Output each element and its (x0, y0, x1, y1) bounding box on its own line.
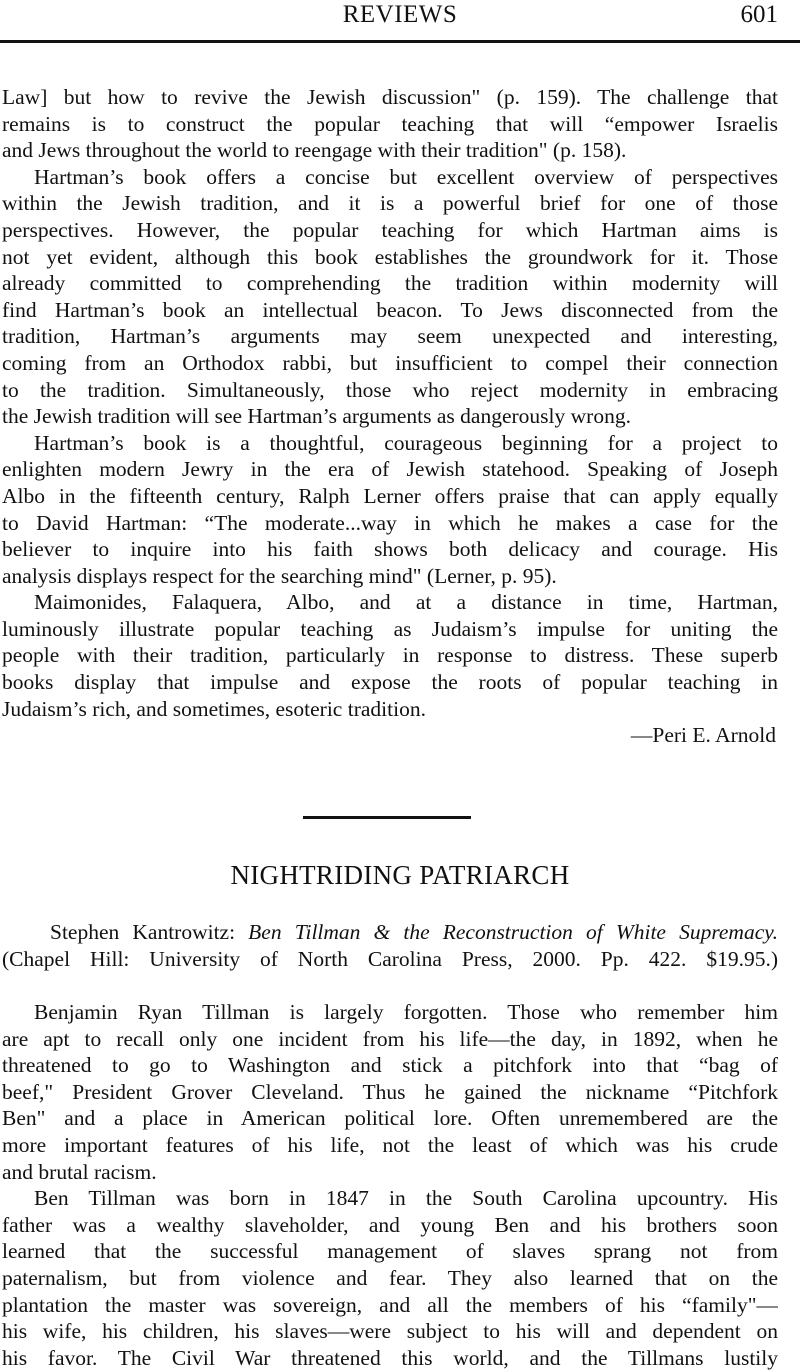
page-number: 601 (740, 1, 778, 28)
text-line: more important features of his life, not the least of which was his crude (2, 1132, 778, 1157)
text-line: Benjamin Ryan Tillman is largely forgotten. Those who remember him (34, 1000, 778, 1024)
text-line: people with their tradition, particularly in response to distress. These superb (2, 643, 778, 668)
review-body (2, 999, 778, 1371)
text-line: threatened to go to Washington and stick a pitchfork into that “bag of (2, 1053, 778, 1078)
text-line: Maimonides, Falaquera, Albo, and at a distance in time, Hartman, (34, 590, 778, 615)
running-head-title: REVIEWS (342, 1, 458, 28)
text-line: Judaism’s rich, and sometimes, esoteric tradition. (2, 696, 426, 721)
text-line: father was a wealthy slaveholder, and young Ben and his brothers soon (2, 1212, 778, 1237)
citation-publication: (Chapel Hill: University of North Carolina Press, 2000. Pp. 422. $19.95.) (2, 946, 778, 971)
text-line: his favor. The Civil War threatened this world, and the Tillmans lustily (2, 1345, 778, 1370)
text-line: perspectives. However, the popular teaching for which Hartman aims is (2, 217, 778, 242)
text-line: analysis displays respect for the searching mind" (Lerner, p. 95). (2, 563, 557, 588)
section-divider (303, 816, 471, 819)
text-line: beef," President Grover Cleveland. Thus he gained the nickname “Pitchfork (2, 1079, 778, 1104)
text-line: believer to inquire into his faith shows both delicacy and courage. His (2, 537, 778, 562)
text-line: the Jewish tradition will see Hartman’s arguments as dangerously wrong. (2, 404, 631, 429)
previous-review-ending (2, 84, 778, 749)
text-line: already committed to comprehending the tradition within modernity will (2, 271, 778, 296)
reviewer-signature: —Peri E. Arnold (630, 723, 776, 748)
paragraph (2, 84, 778, 164)
text-line: find Hartman’s book an intellectual beacon. To Jews disconnected from the (2, 297, 778, 322)
text-line: tradition, Hartman’s arguments may seem unexpected and interesting, (2, 324, 778, 349)
text-line: Ben" and a place in American political lore. Often unremembered are the (2, 1106, 778, 1131)
text-line: to David Hartman: “The moderate...way in which he makes a case for the (2, 510, 778, 535)
text-line: his wife, his children, his slaves—were subject to his will and dependent on (2, 1319, 778, 1344)
text-line: Hartman’s book offers a concise but excellent overview of perspectives (34, 164, 778, 189)
text-line: books display that impulse and expose the roots of popular teaching in (2, 670, 778, 695)
running-head (0, 0, 800, 30)
book-citation (2, 919, 778, 972)
text-line: Hartman’s book is a thoughtful, courageous beginning for a project to (34, 430, 778, 455)
text-line: Albo in the fifteenth century, Ralph Lerner offers praise that can apply equally (2, 483, 778, 508)
text-line: paternalism, but from violence and fear. They also learned that on the (2, 1265, 778, 1290)
text-line: Law] but how to revive the Jewish discussion" (p. 159). The challenge that (2, 85, 778, 109)
text-line: not yet evident, although this book establishes the groundwork for it. Those (2, 244, 778, 269)
text-line: remains is to construct the popular teaching that will “empower Israelis (2, 111, 778, 136)
review-title: NIGHTRIDING PATRIARCH (230, 860, 570, 890)
paragraph (2, 1185, 778, 1371)
text-line: are apt to recall only one incident from his life—the day, in 1892, when he (2, 1026, 778, 1051)
citation-book-title: Ben Tillman & the Reconstruction of White Supremacy. (248, 920, 778, 944)
citation-line-1 (2, 919, 778, 946)
text-line: learned that the successful management of slaves sprang not from (2, 1239, 778, 1264)
paragraph (2, 999, 778, 1185)
text-line: coming from an Orthodox rabbi, but insufficient to compel their connection (2, 350, 778, 375)
text-line: Ben Tillman was born in 1847 in the South Carolina upcountry. His (34, 1186, 778, 1211)
citation-author: Stephen Kantrowitz: (50, 920, 249, 944)
text-line: and Jews throughout the world to reengage with their tradition" (p. 158). (2, 138, 627, 163)
text-line: and brutal racism. (2, 1159, 157, 1184)
paragraph (2, 430, 778, 590)
text-line: enlighten modern Jewry in the era of Jewish statehood. Speaking of Joseph (2, 457, 778, 482)
text-line: to the tradition. Simultaneously, those who reject modernity in embracing (2, 377, 778, 402)
text-line: within the Jewish tradition, and it is a powerful brief for one of those (2, 191, 778, 216)
text-line: plantation the master was sovereign, and all the members of his “family"— (2, 1292, 778, 1317)
paragraph (2, 164, 778, 430)
paragraph (2, 589, 778, 722)
text-line: luminously illustrate popular teaching as Judaism’s impulse for uniting the (2, 616, 778, 641)
header-rule (0, 40, 800, 43)
